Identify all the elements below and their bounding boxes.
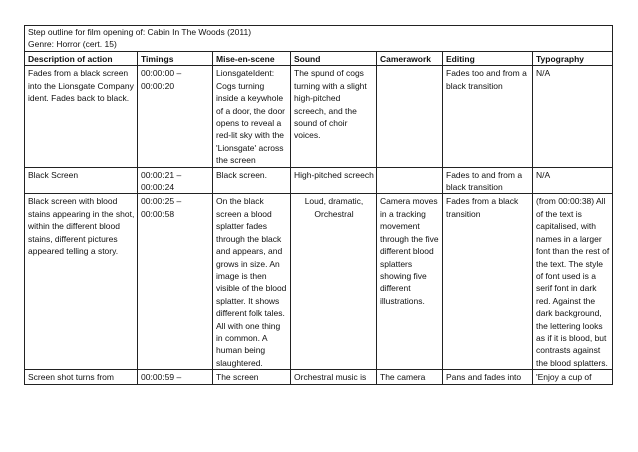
mise-en-scene-cell: Black screen. [213,167,291,194]
description-cell: Fades from a black screen into the Lionsgate Company ident. Fades back to black. [25,66,138,167]
sound-cell: High-pitched screech [291,167,377,194]
column-header-typography: Typography [533,52,613,66]
description-cell: Black Screen [25,167,138,194]
column-header-sound: Sound [291,52,377,66]
editing-cell: Pans and fades into [443,370,533,384]
description-cell: Screen shot turns from [25,370,138,384]
table-row [25,66,613,167]
genre-line: Genre: Horror (cert. 15) [28,38,117,49]
editing-cell: Fades too and from a black transition [443,66,533,167]
title-row [25,26,613,52]
sound-cell: The spund of cogs turning with a slight high-pitched screech, and the sound of choir voices. [291,66,377,167]
mise-en-scene-cell: On the black screen a blood splatter fades through the black and appears, and grows in size. An image is then visible of the blood splatter. It shows different folk tales. All with one thing in common. A human being slaughtered. [213,194,291,370]
typography-cell: N/A [533,167,613,194]
mise-en-scene-cell: The screen [213,370,291,384]
column-header-description: Description of action [25,52,138,66]
mise-en-scene-cell: LionsgateIdent: Cogs turning inside a keywhole of a door, the door opens to reveal a red-lit sky with the 'Lionsgate' across the screen [213,66,291,167]
column-header-mise-en-scene: Mise-en-scene [213,52,291,66]
description-cell: Black screen with blood stains appearing in the shot, within the different blood stains, different pictures appeared telling a story. [25,194,138,370]
column-header-timings: Timings [138,52,213,66]
editing-cell: Fades from a black transition [443,194,533,370]
typography-cell: N/A [533,66,613,167]
camerawork-cell [377,167,443,194]
camerawork-cell: The camera [377,370,443,384]
column-header-camerawork: Camerawork [377,52,443,66]
sound-cell: Loud, dramatic, Orchestral [291,194,377,370]
camerawork-cell [377,66,443,167]
table-row [25,194,613,370]
sound-cell: Orchestral music is [291,370,377,384]
timings-cell: 00:00:25 – 00:00:58 [138,194,213,370]
typography-cell: (from 00:00:38) All of the text is capitalised, with names in a larger font than the rest of the text. The style of font used is a serif font in dark red. Against the dark background, the lettering looks as if it is blood, but contrasts against the blood splatters. [533,194,613,370]
editing-cell: Fades to and from a black transition [443,167,533,194]
timings-cell: 00:00:21 – 00:00:24 [138,167,213,194]
timings-cell: 00:00:59 – [138,370,213,384]
table-row [25,370,613,384]
document-title: Step outline for film opening of: Cabin In The Woods (2011) [28,27,252,37]
table-row [25,167,613,194]
camerawork-cell: Camera moves in a tracking movement through the five different blood splatters showing five different illustrations. [377,194,443,370]
column-header-editing: Editing [443,52,533,66]
typography-cell: 'Enjoy a cup of [533,370,613,384]
column-header-row [25,52,613,66]
step-outline-table [24,25,613,385]
timings-cell: 00:00:00 – 00:00:20 [138,66,213,167]
title-cell [25,26,613,52]
document-page [24,25,612,385]
